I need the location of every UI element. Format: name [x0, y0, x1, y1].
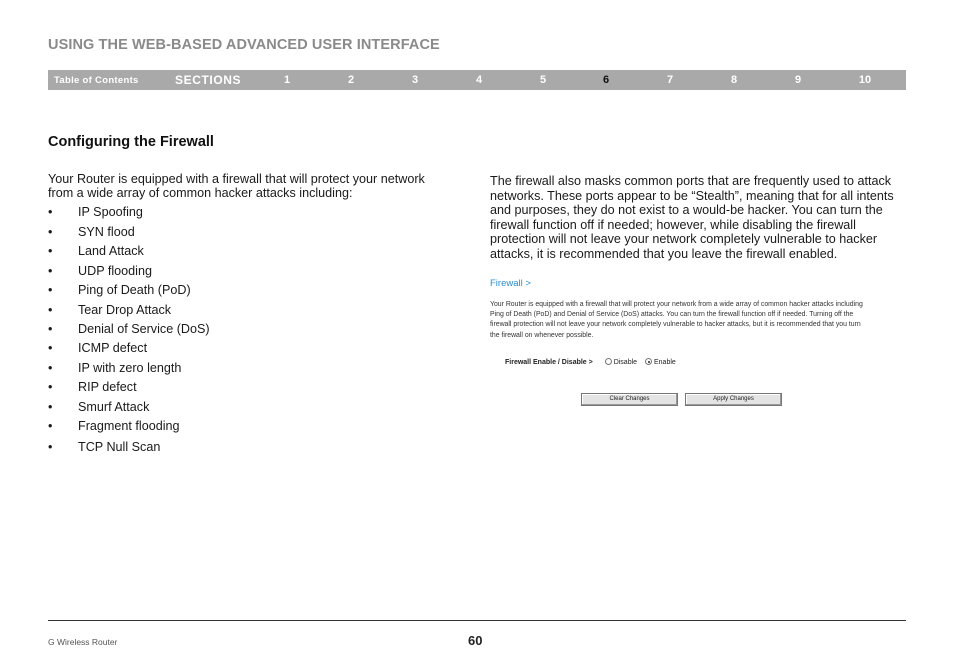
page-number: 60: [468, 633, 483, 648]
nav-section-8[interactable]: 8: [730, 74, 738, 86]
nav-section-1[interactable]: 1: [283, 74, 291, 86]
firewall-breadcrumb[interactable]: Firewall >: [490, 278, 531, 289]
bullet: •: [48, 283, 53, 297]
enable-label: Enable: [654, 359, 676, 366]
bullet: •: [48, 303, 53, 317]
enable-radio[interactable]: [645, 358, 652, 365]
firewall-ports-paragraph: The firewall also masks common ports that are frequently used to attack networks. These ports appear to be “Stealth”, meaning that for all intents and purposes, they do not exist to a would-be hacker. You can turn the firewall function off if needed; however, while disabling the firewall protection will not leave your network completely vulnerable to hacker attacks, it is recommended that you leave the firewall enabled.: [490, 174, 894, 261]
bullet: •: [48, 225, 53, 239]
disable-label: Disable: [613, 359, 638, 366]
bullet: •: [48, 264, 53, 278]
intro-paragraph: Your Router is equipped with a firewall that will protect your network from a wide array of common hacker attacks including:: [48, 172, 425, 200]
clear-changes-button[interactable]: Clear Changes: [581, 393, 678, 406]
page-header: USING THE WEB-BASED ADVANCED USER INTERFACE: [48, 37, 440, 53]
firewall-toggle-label: Firewall Enable / Disable >: [505, 359, 593, 366]
bullet: •: [48, 322, 53, 336]
nav-section-7[interactable]: 7: [666, 74, 674, 86]
footer-divider: [48, 620, 906, 621]
firewall-ui-screenshot: [490, 278, 890, 418]
apply-changes-button[interactable]: Apply Changes: [685, 393, 782, 406]
bullet: •: [48, 205, 53, 219]
nav-section-9[interactable]: 9: [794, 74, 802, 86]
bullet: •: [48, 440, 53, 454]
firewall-toggle-row: [505, 358, 682, 366]
nav-section-4[interactable]: 4: [475, 74, 483, 86]
bullet: •: [48, 341, 53, 355]
nav-section-3[interactable]: 3: [411, 74, 419, 86]
nav-section-5[interactable]: 5: [539, 74, 547, 86]
table-of-contents-link[interactable]: Table of Contents: [54, 75, 139, 86]
nav-section-6-active[interactable]: 6: [602, 74, 610, 86]
bullet: •: [48, 244, 53, 258]
nav-section-2[interactable]: 2: [347, 74, 355, 86]
sections-label: SECTIONS: [175, 73, 242, 87]
disable-radio[interactable]: [605, 358, 612, 365]
bullet: •: [48, 400, 53, 414]
bullet: •: [48, 380, 53, 394]
firewall-ui-description: Your Router is equipped with a firewall that will protect your network from a wide array of common hacker attacks including Ping of Death (PoD) and Denial of Service (DoS) attacks. You can turn the firewall function off if needed. Turning off the firewall protection will not leave your network completely vulnerable to hacker attacks, but it is recommended that you turn the firewall on whenever possible.: [490, 301, 863, 339]
product-name: G Wireless Router: [48, 637, 118, 647]
bullet: •: [48, 419, 53, 433]
bullet: •: [48, 361, 53, 375]
section-nav-bar: [48, 70, 906, 90]
nav-section-10[interactable]: 10: [858, 74, 872, 86]
section-title: Configuring the Firewall: [48, 134, 214, 150]
